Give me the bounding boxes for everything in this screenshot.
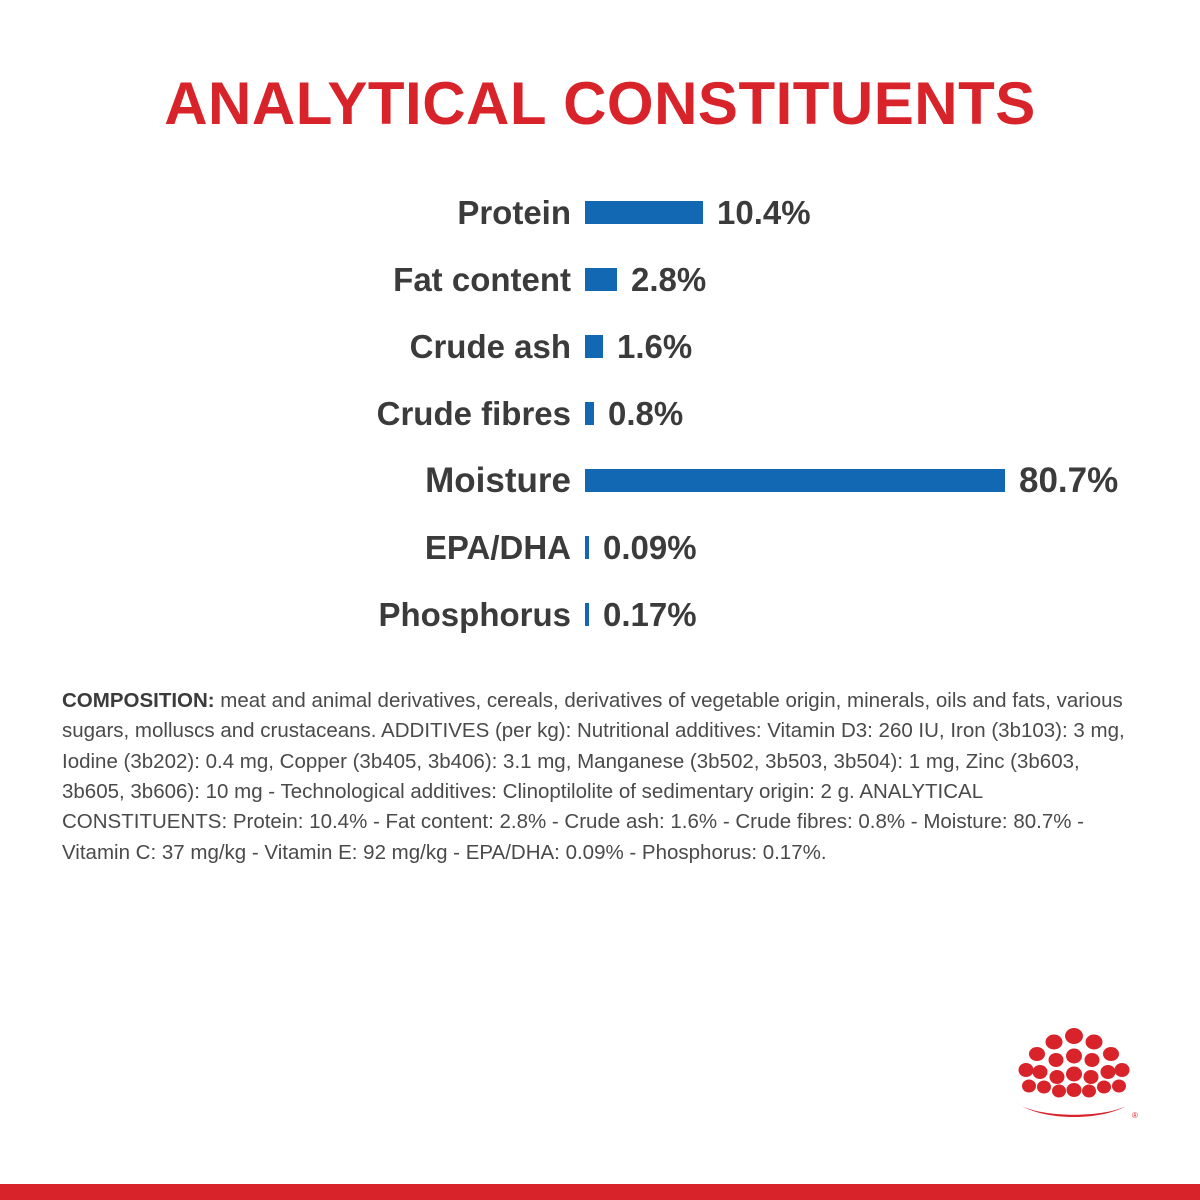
table-row <box>0 246 1200 313</box>
constituent-value: 0.09% <box>603 528 697 566</box>
constituent-label: Crude fibres <box>376 394 571 432</box>
constituent-label: Fat content <box>393 260 571 298</box>
bar-area <box>585 328 1200 366</box>
table-row <box>0 313 1200 380</box>
bar-epa-dha <box>585 536 589 559</box>
composition-text <box>62 686 1138 868</box>
constituent-value: 80.7% <box>1019 460 1119 500</box>
bar-crude-fibres <box>585 402 594 425</box>
page-title: ANALYTICAL CONSTITUENTS <box>164 70 1036 137</box>
bar-fat-content <box>585 268 617 291</box>
svg-text:®: ® <box>1132 1111 1138 1120</box>
bar-area <box>585 395 1200 433</box>
constituent-label: Protein <box>457 193 571 231</box>
bar-protein <box>585 201 703 224</box>
bar-crude-ash <box>585 335 603 358</box>
composition-body: meat and animal derivatives, cereals, derivatives of vegetable origin, minerals, oils and fats, various sugars, molluscs and crustaceans. ADDITIVES (per kg): Nutritional additives: Vitamin D3: 260 IU, Iron (3b103): 3 mg, Iodine (3b202): 0.4 mg, Copper (3b405, 3b406): 3.1 mg, Manganese (3b502, 3b503, 3b504): 1 mg, Zinc (3b603, 3b605, 3b606): 10 mg - Technological additives: Clinoptilolite of sedimentary origin: 2 g. ANALYTICAL CONSTITUENTS: Protein: 10.4% - Fat content: 2.8% - Crude ash: 1.6% - Crude fibres: 0.8% - Moisture: 80.7% - Vitamin C: 37 mg/kg - Vitamin E: 92 mg/kg - EPA/DHA: 0.09% - Phosphorus: 0.17%. <box>62 689 1125 864</box>
bar-area <box>585 596 1200 634</box>
bar-phosphorus <box>585 603 589 626</box>
bar-area <box>585 529 1200 567</box>
constituent-label: Crude ash <box>409 327 571 365</box>
constituent-value: 1.6% <box>617 327 693 365</box>
bar-area <box>585 261 1200 299</box>
constituent-value: 0.8% <box>608 394 684 432</box>
bar-area <box>585 461 1200 501</box>
constituent-value: 0.17% <box>603 595 697 633</box>
constituent-value: 10.4% <box>717 193 811 231</box>
constituent-value: 2.8% <box>631 260 707 298</box>
bar-moisture <box>585 469 1005 492</box>
table-row <box>0 447 1200 514</box>
royal-canin-crown-logo <box>1010 1022 1138 1122</box>
table-row <box>0 380 1200 447</box>
footer-accent-bar <box>0 1184 1200 1200</box>
bar-area <box>585 194 1200 232</box>
constituent-label: Moisture <box>425 460 571 500</box>
table-row <box>0 514 1200 581</box>
analytical-constituents-chart <box>0 179 1200 648</box>
constituent-label: EPA/DHA <box>424 528 571 566</box>
table-row <box>0 581 1200 648</box>
composition-heading: COMPOSITION: <box>62 689 215 712</box>
constituent-label: Phosphorus <box>378 595 571 633</box>
table-row <box>0 179 1200 246</box>
